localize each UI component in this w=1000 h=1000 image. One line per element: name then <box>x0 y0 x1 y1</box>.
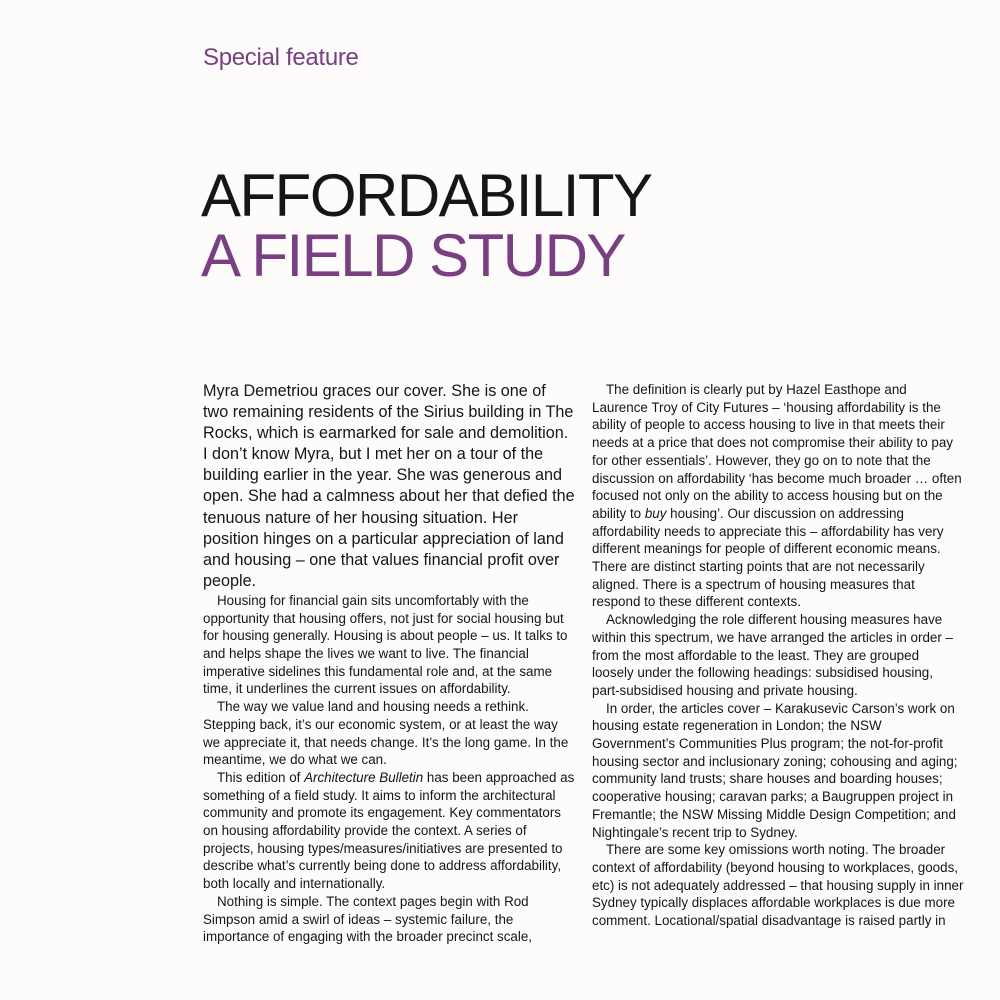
emphasis: buy <box>644 505 667 521</box>
body-paragraph: Acknowledging the role different housing measures have within this spectrum, we have arranged the articles in order – from the most affordable to the least. They are grouped loosely under the following headings: subsidised housing, part-subsidised housing and private housing. <box>592 612 953 698</box>
body-paragraph: Housing for financial gain sits uncomfortably with the opportunity that housing offers, not just for social housing but for housing generally. Housing is about people – us. It talks to and helps shape the lives we want to live. The financial imperative sidelines this fundamental role and, at the same time, it underlines the current issues on affordability. <box>203 592 568 697</box>
lead-paragraph: Myra Demetriou graces our cover. She is one of two remaining residents of the Sirius building in The Rocks, which is earmarked for sale and demolition. I don’t know Myra, but I met her on a tour of the building earlier in the year. She was generous and open. She had a calmness about her that defied the tenuous nature of her housing situation. Her position hinges on a particular appreciation of land and housing – one that values financial profit over people. <box>203 382 575 590</box>
body-paragraph: There are some key omissions worth noting. The broader context of affordability (beyond housing to workplaces, goods, etc) is not adequately addressed – that housing supply in inner Sydney typically displaces affordable workplaces is due more comment. Locational/spatial disadvantage is raised partly in <box>592 842 964 929</box>
left-column <box>203 381 575 946</box>
body-paragraph <box>592 381 964 611</box>
text-run: housing’. Our discussion on addressing affordability needs to appreciate this – affordability has very different meanings for people of different economic means. There are distinct starting points that are not necessarily aligned. There is a spectrum of housing measures that respond to these different contexts. <box>592 505 944 610</box>
body-paragraph: In order, the articles cover – Karakusevic Carson’s work on housing estate regeneration in London; the NSW Government’s Communities Plus program; the not-for-profit housing sector and inclusionary zoning; cohousing and aging; community land trusts; share houses and boarding houses; cooperative housing; caravan parks; a Baugruppen project in Fremantle; the NSW Missing Middle Design Competition; and Nightingale’s recent trip to Sydney. <box>592 700 958 840</box>
right-column <box>592 381 964 930</box>
section-kicker: Special feature <box>203 44 359 71</box>
article-title <box>201 162 652 289</box>
body-paragraph: Nothing is simple. The context pages begin with Rod Simpson amid a swirl of ideas – systemic failure, the importance of engaging with the broader precinct scale, <box>203 893 533 945</box>
text-run: The definition is clearly put by Hazel Easthope and Laurence Troy of City Futures – ‘housing affordability is the ability of people to access housing to live in that meets their needs at a price that does not compromise their ability to pay for other essentials’. However, they go on to note that the discussion on affordability ‘has become much broader … often focused not only on the ability to access housing but on the ability to <box>592 382 962 521</box>
title-line-2: A FIELD STUDY <box>201 222 625 289</box>
body-paragraph <box>203 769 575 893</box>
title-line-1: AFFORDABILITY <box>201 162 652 229</box>
text-run: has been approached as something of a field study. It aims to inform the architectural community and promote its engagement. Key commentators on housing affordability provide the context. A series of projects, housing types/measures/initiatives are presented to describe what’s currently being done to address affordability, both locally and internationally. <box>203 769 575 892</box>
publication-title: Architecture Bulletin <box>304 769 424 785</box>
body-paragraph: The way we value land and housing needs a rethink. Stepping back, it’s our economic system, or at least the way we appreciate it, that needs change. It’s the long game. In the meantime, we do what we can. <box>203 699 569 768</box>
text-run: This edition of <box>217 769 305 785</box>
